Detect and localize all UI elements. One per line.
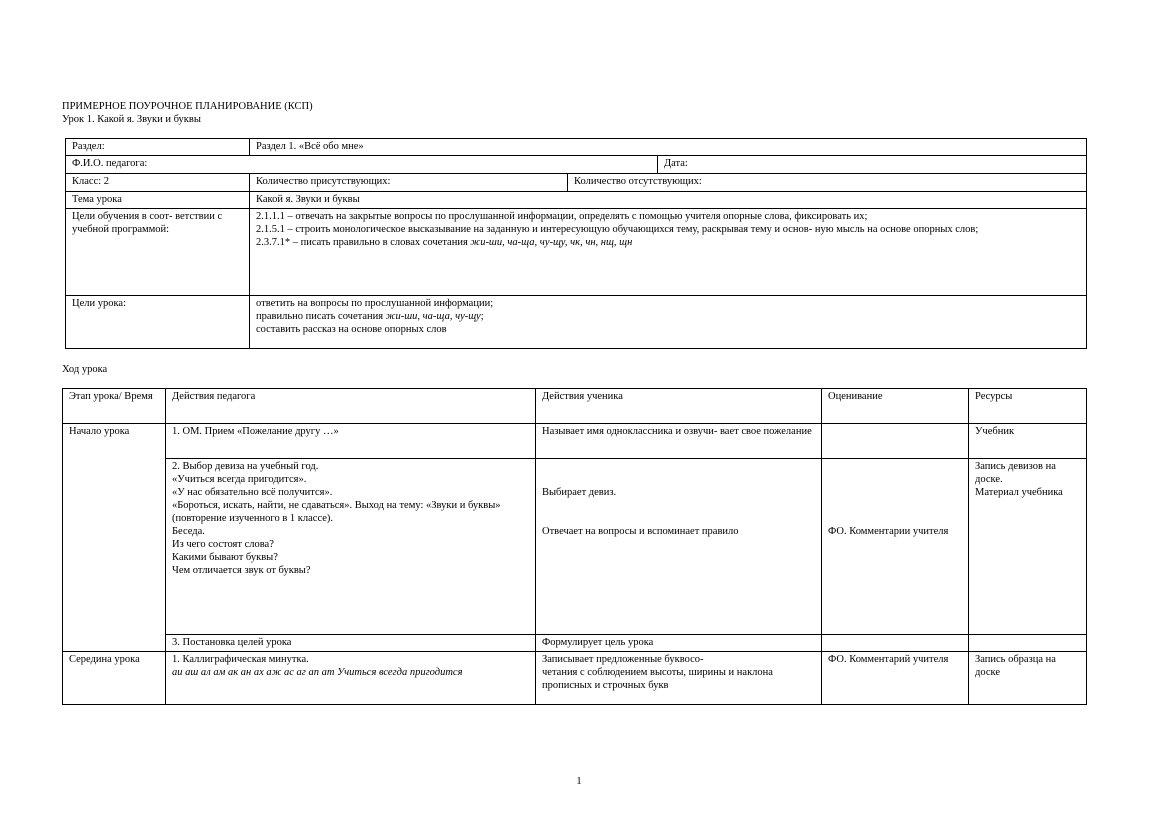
row2-teacher-line: 2. Выбор девиза на учебный год.	[172, 461, 319, 472]
spacer	[542, 499, 815, 525]
topic-label: Тема урока	[66, 192, 250, 209]
row4-student-line: Записывает предложенные буквосо-	[542, 654, 704, 665]
lesson-progress-heading: Ход урока	[62, 364, 108, 375]
absent-count-label: Количество отсутствующих:	[568, 174, 1087, 192]
row3-resources	[969, 635, 1087, 652]
table-row	[63, 424, 1087, 459]
row2-teacher-line: «Учиться всегда пригодится».	[172, 474, 307, 485]
header-assessment: Оценивание	[822, 389, 969, 424]
learning-goal-3-text: 2.3.7.1* – писать правильно в словах сочетания	[256, 237, 471, 248]
table-row	[66, 192, 1087, 209]
row2-assessment	[822, 459, 969, 635]
date-label: Дата:	[658, 156, 1087, 174]
class-label: Класс: 2	[66, 174, 250, 192]
row2-student-line-1: Выбирает девиз.	[542, 487, 617, 498]
row2-resources-line-1: Запись девизов на доске.	[975, 461, 1056, 485]
lesson-info-table	[65, 138, 1087, 349]
spacer	[828, 486, 962, 512]
row2-resources	[969, 459, 1087, 635]
table-row	[66, 174, 1087, 192]
row2-teacher-line: «Бороться, искать, найти, не сдаваться». Выход на тему: «Звуки и буквы» (повторение изученного в 1 классе).	[172, 500, 501, 524]
document-subtitle: Урок 1. Какой я. Звуки и буквы	[62, 114, 201, 125]
row2-resources-line-2: Материал учебника	[975, 487, 1063, 498]
learning-goals-label: Цели обучения в соот- ветствии с учебной программой:	[66, 209, 250, 296]
header-student-actions: Действия ученика	[536, 389, 822, 424]
header-stage: Этап урока/ Время	[63, 389, 166, 424]
spacer	[828, 460, 962, 486]
row1-assessment	[822, 424, 969, 459]
learning-goal-2: 2.1.5.1 – строить монологическое высказывание на заданную и интересующую обучающихся тему, раскрывая тему и основ- ную мысль на основе опорных слов;	[256, 224, 979, 235]
row3-assessment	[822, 635, 969, 652]
row3-student-action: Формулирует цель урока	[536, 635, 822, 652]
learning-goals-cell	[250, 209, 1087, 296]
row4-teacher-action	[166, 652, 536, 705]
table-row	[63, 635, 1087, 652]
row2-teacher-line: Какими бывают буквы?	[172, 552, 278, 563]
lesson-goal-2	[256, 310, 1080, 323]
lesson-goal-2-text: правильно писать сочетания	[256, 311, 386, 322]
row1-teacher-action: 1. ОМ. Прием «Пожелание другу …»	[166, 424, 536, 459]
spacer	[542, 460, 815, 486]
row4-student-action	[536, 652, 822, 705]
lesson-goal-2-suffix: ;	[480, 311, 484, 322]
lesson-goal-3: составить рассказ на основе опорных слов	[256, 324, 447, 335]
table-row	[63, 652, 1087, 705]
section-value: Раздел 1. «Всё обо мне»	[250, 139, 1087, 156]
learning-goal-3-italic: жи-ши, ча-ща, чу-щу, чк, чн, нщ, щн	[470, 237, 633, 248]
learning-goal-1: 2.1.1.1 – отвечать на закрытые вопросы по прослушанной информации, определять с помощью учителя опорные слова, фиксировать их;	[256, 211, 868, 222]
row3-teacher-action: 3. Постановка целей урока	[166, 635, 536, 652]
lesson-goal-2-italic: жи-ши, ча-ща, чу-щу	[385, 311, 481, 322]
row2-teacher-line: «У нас обязательно всё получится».	[172, 487, 333, 498]
lesson-goal-1: ответить на вопросы по прослушанной информации;	[256, 298, 494, 309]
row2-teacher-line: Беседа.	[172, 526, 205, 537]
lesson-goals-cell	[250, 296, 1087, 349]
lesson-progress-table	[62, 388, 1087, 705]
present-count-label: Количество присутствующих:	[250, 174, 568, 192]
spacer	[828, 512, 962, 525]
row1-resources: Учебник	[969, 424, 1087, 459]
row2-assessment-text: ФО. Комментарии учителя	[828, 526, 949, 537]
row4-student-line: четания с соблюдением высоты, ширины и наклона прописных и строчных букв	[542, 667, 773, 691]
lesson-goals-label: Цели урока:	[66, 296, 250, 349]
teacher-name-label: Ф.И.О. педагога:	[66, 156, 658, 174]
row2-student-line-2: Отвечает на вопросы и вспоминает правило	[542, 526, 739, 537]
topic-value: Какой я. Звуки и буквы	[250, 192, 1087, 209]
page-number: 1	[576, 776, 582, 787]
row4-assessment: ФО. Комментарий учителя	[822, 652, 969, 705]
row2-teacher-action	[166, 459, 536, 635]
table-row	[63, 459, 1087, 635]
row2-student-action	[536, 459, 822, 635]
table-row	[66, 296, 1087, 349]
table-row	[66, 209, 1087, 296]
row4-teacher-line-1: 1. Каллиграфическая минутка.	[172, 654, 309, 665]
row1-student-action: Называет имя одноклассника и озвучи- вает свое пожелание	[536, 424, 822, 459]
row4-resources: Запись образца на доске	[969, 652, 1087, 705]
row2-teacher-line: Чем отличается звук от буквы?	[172, 565, 311, 576]
table-header-row	[63, 389, 1087, 424]
stage-start: Начало урока	[63, 424, 166, 652]
table-row	[66, 139, 1087, 156]
row4-teacher-italic: аи аш ал ам ак ан ах аж ас аг ап ат Учиться всегда пригодится	[172, 667, 463, 678]
row2-teacher-line: Из чего состоят слова?	[172, 539, 274, 550]
table-row	[66, 156, 1087, 174]
section-label: Раздел:	[66, 139, 250, 156]
stage-middle: Середина урока	[63, 652, 166, 705]
header-teacher-actions: Действия педагога	[166, 389, 536, 424]
learning-goal-3	[256, 236, 1080, 249]
header-resources: Ресурсы	[969, 389, 1087, 424]
document-title: ПРИМЕРНОЕ ПОУРОЧНОЕ ПЛАНИРОВАНИЕ (КСП)	[62, 101, 313, 112]
